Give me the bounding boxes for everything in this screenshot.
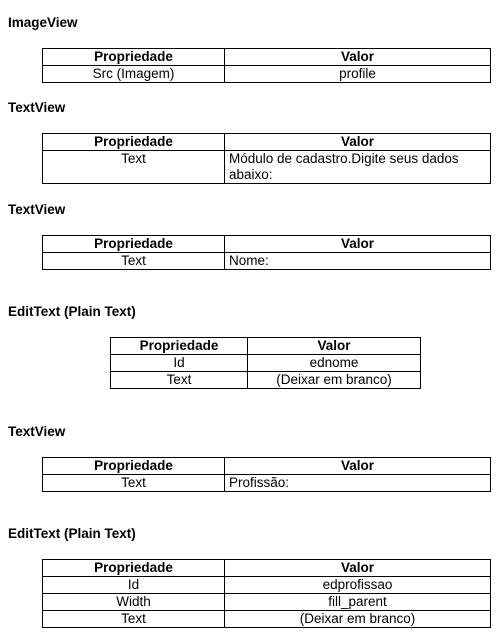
table-row [43, 577, 491, 594]
property-table-edittext-nome [110, 337, 421, 389]
property-name: Text [111, 372, 248, 389]
property-table-textview-profissao [42, 457, 491, 492]
header-propriedade: Propriedade [43, 458, 225, 475]
table-header-row [43, 134, 491, 151]
header-propriedade: Propriedade [43, 49, 225, 66]
property-value: (Deixar em branco) [225, 611, 491, 628]
header-valor: Valor [225, 236, 491, 253]
property-value: edprofissao [225, 577, 491, 594]
property-name: Text [43, 475, 225, 492]
property-value: Profissão: [225, 475, 491, 492]
property-table-edittext-profissao [42, 559, 491, 628]
section-heading-textview: TextView [8, 100, 66, 115]
property-value: profile [225, 66, 491, 83]
table-header-row [43, 49, 491, 66]
property-name: Text [43, 151, 225, 184]
property-value: (Deixar em branco) [248, 372, 421, 389]
property-value: Nome: [225, 253, 491, 270]
header-propriedade: Propriedade [43, 134, 225, 151]
property-table-imageview [42, 48, 491, 83]
property-table-textview-modulo [42, 133, 491, 184]
header-valor: Valor [225, 560, 491, 577]
property-table-textview-nome [42, 235, 491, 270]
header-propriedade: Propriedade [111, 338, 248, 355]
table-row [43, 611, 491, 628]
header-propriedade: Propriedade [43, 560, 225, 577]
table-header-row [43, 560, 491, 577]
table-row [43, 151, 491, 184]
table-row [111, 355, 421, 372]
property-value: ednome [248, 355, 421, 372]
table-row [43, 253, 491, 270]
section-heading-imageview: ImageView [8, 15, 78, 30]
table-row [111, 372, 421, 389]
header-propriedade: Propriedade [43, 236, 225, 253]
table-row [43, 66, 491, 83]
section-heading-edittext: EditText (Plain Text) [8, 304, 136, 319]
property-name: Src (Imagem) [43, 66, 225, 83]
table-header-row [111, 338, 421, 355]
table-header-row [43, 236, 491, 253]
section-heading-edittext: EditText (Plain Text) [8, 526, 136, 541]
header-valor: Valor [225, 49, 491, 66]
header-valor: Valor [248, 338, 421, 355]
property-name: Id [43, 577, 225, 594]
table-row [43, 475, 491, 492]
header-valor: Valor [225, 458, 491, 475]
property-name: Text [43, 611, 225, 628]
property-name: Width [43, 594, 225, 611]
property-value: fill_parent [225, 594, 491, 611]
property-value: Módulo de cadastro.Digite seus dados abaixo: [225, 151, 491, 184]
header-valor: Valor [225, 134, 491, 151]
property-name: Text [43, 253, 225, 270]
table-header-row [43, 458, 491, 475]
section-heading-textview: TextView [8, 424, 66, 439]
property-name: Id [111, 355, 248, 372]
table-row [43, 594, 491, 611]
section-heading-textview: TextView [8, 202, 66, 217]
